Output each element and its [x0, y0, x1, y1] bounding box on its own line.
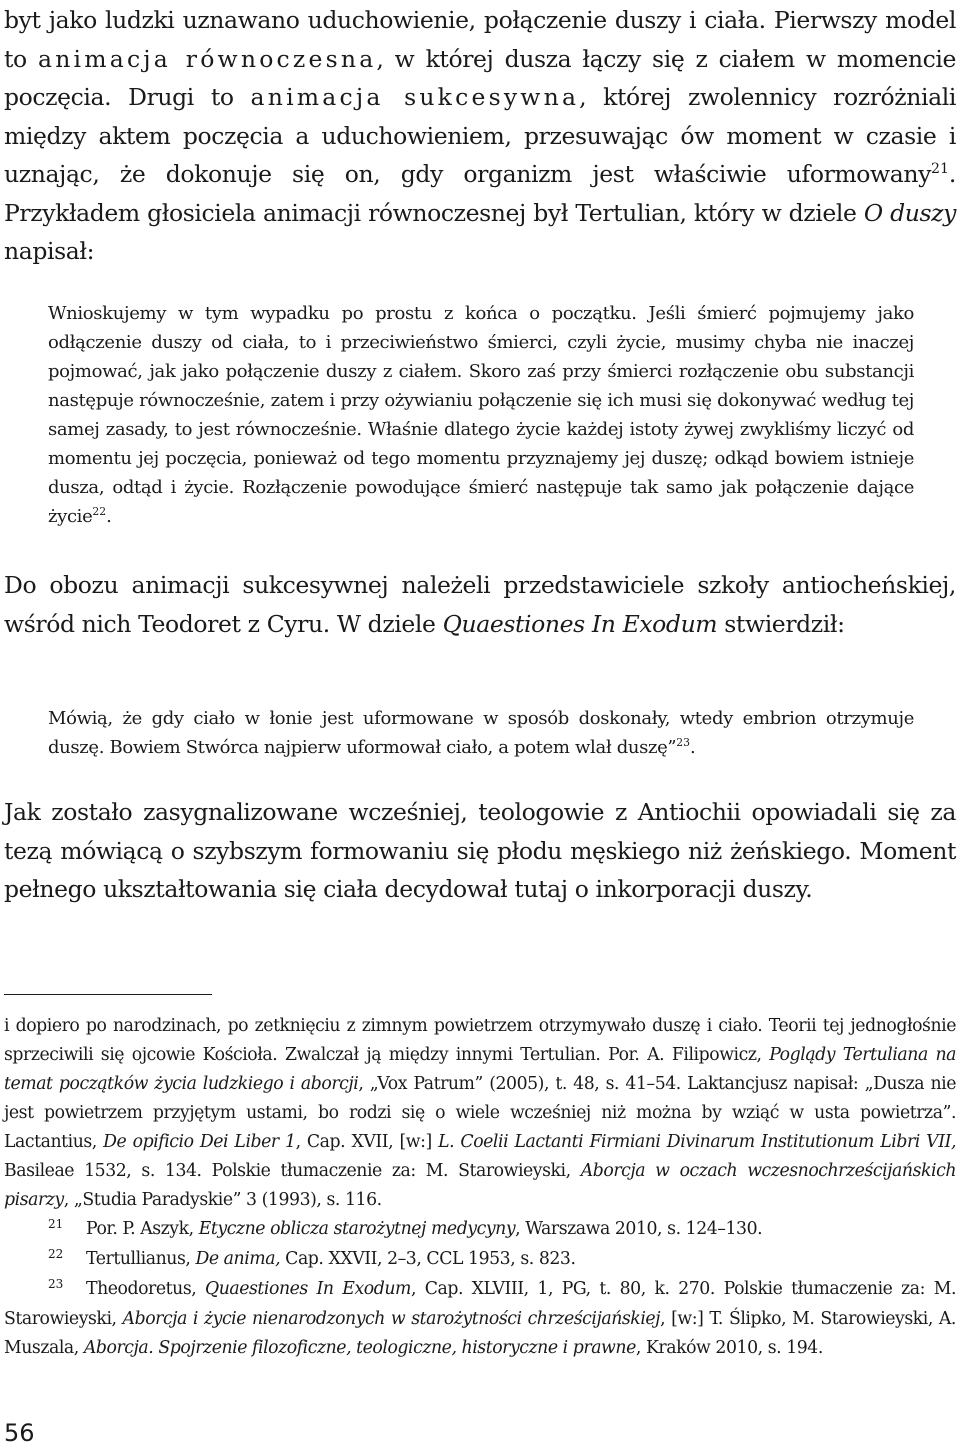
body-paragraph-antiochene-school: Do obozu animacji sukcesywnej należeli przedstawiciele szkoły antiocheńskiej, wśród nich Teodoret z Cyru. W dziele Quaestiones In Exodum stwierdził:	[4, 571, 956, 638]
footnote-22: 22 Tertullianus, De anima, Cap. XXVII, 2–3, CCL 1953, s. 823.	[4, 1245, 956, 1275]
term-simultaneous-animation: animacja równoczesna	[37, 44, 377, 73]
body-paragraph-antioch-theologians: Jak zostało zasygnalizowane wcześniej, teologowie z Antiochii opowiadali się za tezą mówiącą o szybszym formowaniu się płodu męskiego niż żeńskiego. Moment pełnego ukształtowania się ciała decydował tutaj o inkorporacji duszy.	[4, 798, 956, 903]
footnote-number: 23	[48, 1277, 64, 1291]
footnote-continuation: i dopiero po narodzinach, po zetknięciu z zimnym powietrzem otrzymywało duszę i ciało. Teorii tej jednogłośnie sprzeciwili się ojcowie Kościoła. Zwalczał ją między innymi Tertulian. Por. A. Filipowicz, Poglądy Tertuliana na temat początków życia ludzkiego i aborcji, „Vox Patrum” (2005), t. 48, s. 41–54. Laktancjusz napisał: „Dusza nie jest powietrzem przyjętym ustami, bo rodzi się o wiele wcześniej niż można by wziąć w usta powietrza”. Lactantius, De opificio Dei Liber 1, Cap. XVII, [w:] L. Coelii Lactanti Firmiani Divinarum Institutionum Libri VII, Basileae 1532, s. 134. Polskie tłumaczenie za: M. Starowieyski, Aborcja w oczach wczesnochrześcijańskich pisarzy, „Studia Paradyskie” 3 (1993), s. 116.	[4, 1016, 957, 1210]
footnote-separator	[4, 994, 212, 995]
page-number: 56	[4, 1419, 35, 1447]
footnote-ref-22[interactable]: 22	[92, 505, 107, 518]
block-quote-theodoret: Mówią, że gdy ciało w łonie jest uformowane w sposób doskonały, wtedy embrion otrzymuje duszę. Bowiem Stwórca najpierw uformował ciało, a potem wlał duszę”$^{23}$.	[48, 708, 914, 758]
body-paragraph-animation-models: byt jako ludzki uznawano uduchowienie, połączenie duszy i ciała. Pierwszy model to animacja równoczesna, w której dusza łączy się z ciałem w momencie poczęcia. Drugi to animacja sukcesywna, której zwolennicy rozróżniali między aktem poczęcia a uduchowieniem, przesuwając ów moment w czasie i uznając, że dokonuje się on, gdy organizm jest właściwie uformowany$^{21}$. Przykładem głosiciela animacji równoczesnej był Tertulian, który w dziele O duszy napisał:	[4, 6, 956, 265]
footnote-ref-23[interactable]: 23	[676, 736, 691, 749]
block-quote-tertullian: Wnioskujemy w tym wypadku po prostu z końca o początku. Jeśli śmierć pojmujemy jako odłączenie duszy od ciała, to i przeciwieństwo śmierci, czyli życie, musimy chyba nie inaczej pojmować, jak jako połączenie duszy z ciałem. Skoro zaś przy śmierci rozłączenie obu substancji następuje równocześnie, zatem i przy ożywianiu połączenie się ich musi się dokonywać według tej samej zasady, to jest równocześnie. Właśnie dlatego życie każdej istoty żywej zwykliśmy liczyć od momentu jej poczęcia, ponieważ od tego momentu przyznajemy jej duszę; odkąd bowiem istnieje dusza, odtąd i życie. Rozłączenie powodujące śmierć następuje tak samo jak połączenie dające życie$^{22}$.	[48, 303, 914, 527]
footnote-ref-21[interactable]: 21	[930, 161, 949, 178]
work-title-quaestiones: Quaestiones In Exodum	[442, 609, 718, 638]
work-title-o-duszy: O duszy	[863, 198, 956, 227]
footnote-number: 21	[48, 1217, 64, 1231]
footnote-number: 22	[48, 1247, 64, 1261]
footnotes-section	[4, 1012, 956, 1363]
term-successive-animation: animacja sukcesywna	[250, 83, 580, 111]
footnote-23: 23 Theodoretus, Quaestiones In Exodum, Cap. XLVIII, 1, PG, t. 80, k. 270. Polskie tłumaczenie za: M. Starowieyski, Aborcja i życie nienarodzonych w starożytności chrześcijańskiej, [w:] T. Ślipko, M. Starowieyski, A. Muszala, Aborcja. Spojrzenie filozoficzne, teologiczne, historyczne i prawne, Kraków 2010, s. 194.	[4, 1275, 956, 1363]
footnote-21: 21 Por. P. Aszyk, Etyczne oblicza starożytnej medycyny, Warszawa 2010, s. 124–130.	[4, 1215, 956, 1245]
